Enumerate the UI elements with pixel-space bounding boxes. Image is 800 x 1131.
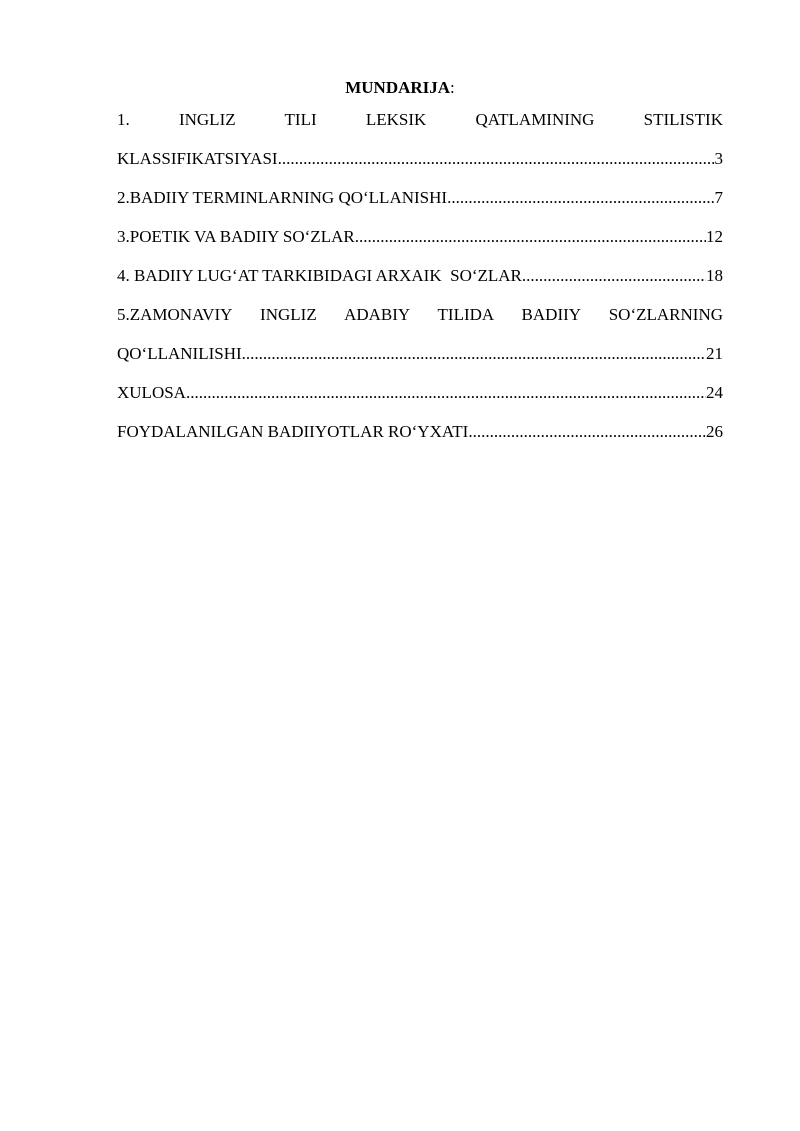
dot-leader <box>468 420 706 444</box>
toc-entry-3-leader-line <box>117 225 723 249</box>
toc-entry-6-leader-line <box>117 381 723 405</box>
toc-entry-5-heading: 5.ZAMONAVIY INGLIZ ADABIY TILIDA BADIIY SO‘ZLARNING <box>117 305 723 324</box>
toc-entry-7-leader-line <box>117 420 723 444</box>
title-text: MUNDARIJA <box>345 78 451 97</box>
toc-entry-2-heading: 2.BADIIY TERMINLARNING QO‘LLANISHI <box>117 188 448 207</box>
toc-entry-1-heading: 1. INGLIZ TILI LEKSIK QATLAMINING STILISTIK <box>117 110 723 129</box>
toc-entry-4-leader-line <box>117 264 723 288</box>
toc-entry-6[interactable] <box>117 381 723 405</box>
title-colon: : <box>450 78 455 97</box>
page-title <box>0 76 800 100</box>
toc-entry-6-heading: XULOSA <box>117 383 186 402</box>
toc-entry-5-leader-line <box>117 342 723 366</box>
dot-leader <box>242 342 706 366</box>
toc-entry-5-page-number: 21 <box>706 344 723 363</box>
toc-entry-2-page-number: 7 <box>714 188 723 207</box>
toc-entry-5[interactable] <box>117 303 723 366</box>
toc-entry-3-page-number: 12 <box>706 227 723 246</box>
toc-entry-5-continuation: QO‘LLANILISHI <box>117 344 242 363</box>
toc-entry-7[interactable] <box>117 420 723 444</box>
dot-leader <box>355 225 706 249</box>
toc-entry-7-page-number: 26 <box>706 422 723 441</box>
toc-entry-3[interactable] <box>117 225 723 249</box>
dot-leader <box>522 264 706 288</box>
table-of-contents <box>117 108 723 444</box>
toc-entry-2-leader-line <box>117 186 723 210</box>
toc-entry-1-leader-line <box>117 147 723 171</box>
dot-leader <box>447 186 714 210</box>
toc-entry-1-continuation: KLASSIFIKATSIYASI <box>117 149 278 168</box>
toc-entry-4[interactable] <box>117 264 723 288</box>
toc-entry-3-heading: 3.POETIK VA BADIIY SO‘ZLAR <box>117 227 355 246</box>
toc-entry-7-heading: FOYDALANILGAN BADIIYOTLAR RO‘YXATI <box>117 422 469 441</box>
toc-entry-6-page-number: 24 <box>706 383 723 402</box>
toc-entry-4-page-number: 18 <box>706 266 723 285</box>
toc-entry-2[interactable] <box>117 186 723 210</box>
dot-leader <box>278 147 715 171</box>
toc-entry-4-heading: 4. BADIIY LUG‘AT TARKIBIDAGI ARXAIK SO‘ZLAR <box>117 266 522 285</box>
dot-leader <box>186 381 706 405</box>
toc-entry-1-page-number: 3 <box>714 149 723 168</box>
toc-entry-1[interactable] <box>117 108 723 171</box>
